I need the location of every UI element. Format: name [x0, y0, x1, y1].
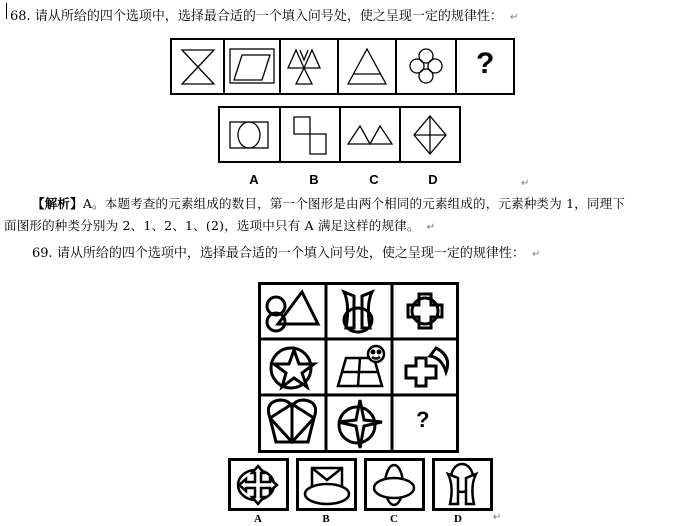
text-cursor — [6, 3, 7, 19]
question-68-option-d-label: D — [428, 172, 438, 187]
question-69-grid — [258, 282, 460, 454]
option-c-figure — [348, 126, 392, 144]
question-69-heading — [32, 242, 540, 261]
question-69-prompt: 请从所给的四个选项中，选择最合适的一个填入问号处，使之呈现一定的规律性： — [56, 246, 525, 261]
option-d-figure — [414, 116, 446, 154]
circle-fourstar-figure — [338, 400, 382, 448]
question-69-options — [228, 458, 498, 512]
rectangle-parallelogram-figure — [230, 49, 274, 83]
question-69-option-a-label: A — [254, 513, 262, 525]
question-69-option-c-label: C — [390, 513, 398, 525]
cross-crescent-figure — [406, 348, 448, 386]
question-68-number: 68. — [10, 9, 31, 24]
question-68-option-b-label: B — [309, 172, 319, 187]
analysis-label: 【解析】 — [32, 196, 83, 211]
question-68-options — [218, 106, 462, 164]
analysis-line-2 — [4, 215, 435, 239]
cross-circle-figure — [408, 294, 442, 328]
option-b-figure — [305, 468, 349, 504]
question-68-sequence — [170, 38, 516, 96]
hourglass-figure — [182, 50, 214, 84]
heart-pentagon-figure — [268, 400, 315, 442]
return-mark: ↵ — [521, 178, 530, 189]
triangle-circles-figure — [267, 292, 318, 331]
analysis-text-1: A。本题考查的元素组成的数目，第一个图形是由两个相同的元素组成的，元素种类为 1，同理下 — [82, 196, 626, 211]
question-68-analysis — [32, 193, 682, 215]
question-68-heading — [10, 5, 518, 24]
question-68-question-mark: ? — [476, 47, 495, 80]
option-d-figure — [448, 464, 476, 504]
trapezoid-smiley-figure — [338, 346, 384, 386]
return-mark: ↵ — [531, 249, 541, 260]
question-69-option-b-label: B — [322, 513, 330, 525]
option-a-figure — [230, 122, 268, 148]
option-a-figure — [238, 466, 277, 504]
return-mark: ↵ — [509, 12, 519, 23]
return-mark: ↵ — [493, 512, 502, 523]
analysis-line-1 — [32, 193, 682, 215]
question-69-number: 69. — [32, 246, 53, 261]
question-68-option-a-label: A — [249, 172, 259, 187]
nested-triangles-figure — [348, 49, 386, 84]
question-69-option-d-label: D — [454, 513, 462, 525]
question-68-prompt: 请从所给的四个选项中，选择最合适的一个填入问号处，使之呈现一定的规律性： — [34, 9, 503, 24]
question-69-question-mark: ? — [416, 407, 430, 432]
circle-star-figure — [271, 348, 314, 388]
option-c-figure — [374, 465, 414, 505]
cup-oval-figure — [344, 292, 372, 332]
return-mark: ↵ — [426, 222, 436, 233]
question-68-option-c-label: C — [369, 172, 379, 187]
option-b-figure — [294, 117, 326, 154]
analysis-text-2: 面图形的种类分别为 2、1、2、1、(2)，选项中只有 A 满足这样的规律。 — [4, 218, 420, 233]
three-triangles-figure — [288, 50, 320, 84]
circle-flower-figure — [410, 49, 442, 83]
